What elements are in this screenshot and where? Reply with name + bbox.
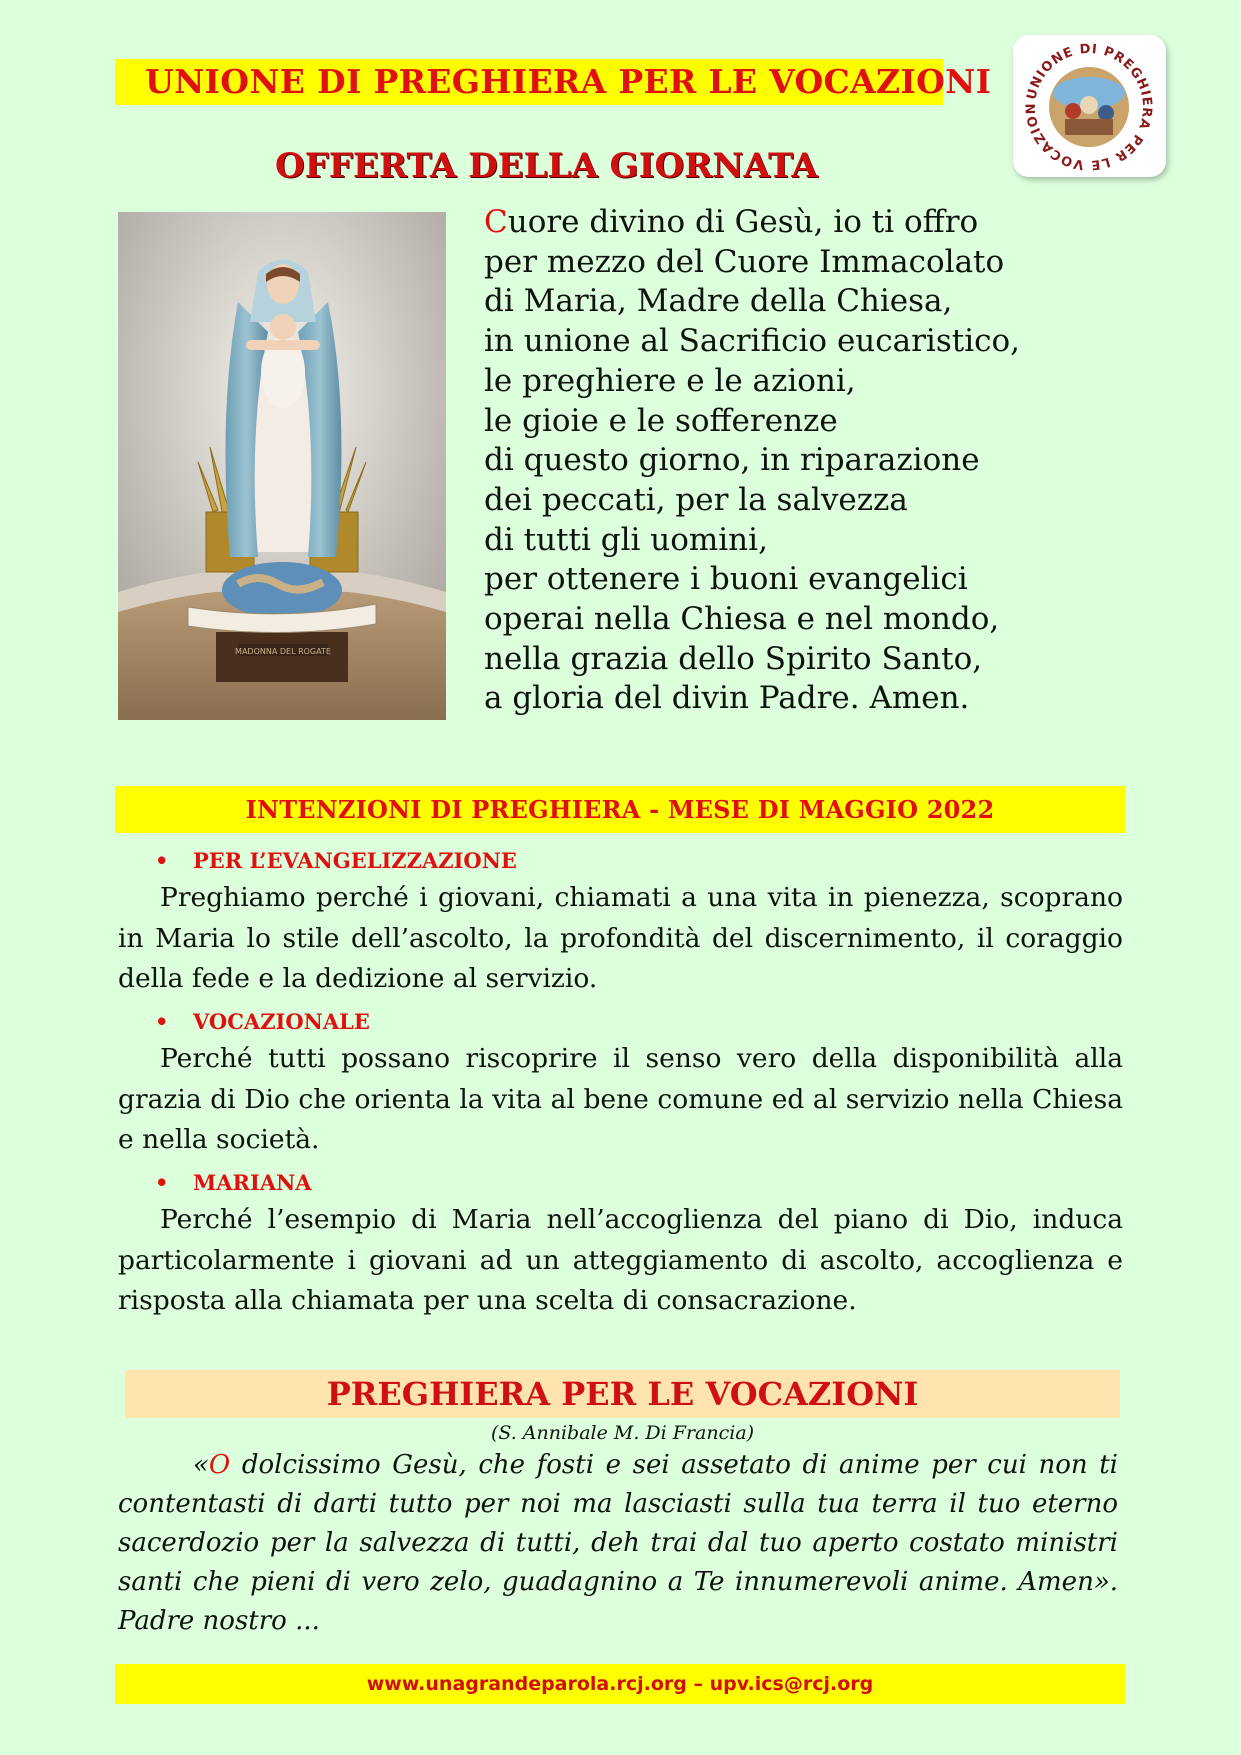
offerta-title: OFFERTA DELLA GIORNATA [275,146,818,186]
intention-text-mariana: Perché l’esempio di Maria nell’accoglienza del piano di Dio, induca particolarmente i giovani ad un atteggiamento di ascolto, accoglienza e risposta alla chiamata per una scelta di consacrazione. [118,1204,1123,1316]
footer-links[interactable]: www.unagrandeparola.rcj.org – upv.ics@rcj.org [366,1673,874,1695]
intention-text-evangelizzazione: Preghiamo perché i giovani, chiamati a una vita in pienezza, scoprano in Maria lo stile dell’ascolto, la profondità del discernimento, il coraggio della fede e la dedizione al servizio. [118,882,1123,994]
preghiera-body: dolcissimo Gesù, che fosti e sei assetato di anime per cui non ti contentasti di darti tutto per noi ma lasciasti sulla tua terra il tuo eterno sacerdozio per la salvezza di tutti, deh trai dal tuo aperto costato ministri santi che pieni di vero zelo, guadagnino a Te innumerevoli anime. Amen». Padre nostro ... [118,1450,1118,1636]
bullet-icon: • [155,1009,169,1034]
intentions-title: INTENZIONI DI PREGHIERA - MESE DI MAGGIO 2022 [245,795,995,824]
preghiera-drop-letter: O [208,1450,231,1480]
madonna-statue-image [118,212,446,720]
header-title: UNIONE DI PREGHIERA PER LE VOCAZIONI [145,62,992,101]
svg-text:UNIONE DI PREGHIERA PER LE VOC: UNIONE DI PREGHIERA PER LE VOCAZION [1023,41,1155,173]
intention-heading-evangelizzazione: • PER L’EVANGELIZZAZIONE [155,846,517,876]
preghiera-author: (S. Annibale M. Di Francia) [490,1422,755,1444]
bullet-icon: • [155,1170,169,1195]
offerta-prayer-body: uore divino di Gesù, io ti offro per mezzo del Cuore Immacolato di Maria, Madre della Chiesa, in unione al Sacrificio eucaristico, le preghiere e le azioni, le gioie e le sofferenze di questo giorno, in riparazione dei peccati, per la salvezza di tutti gli uomini, per ottenere i buoni evangelici operai nella Chiesa e nel mondo, nella grazia dello Spirito Santo, a gloria del divin Padre. Amen. [484,204,1020,717]
madonna-statue-photo [118,212,446,720]
union-logo [1013,35,1166,177]
preghiera-text [118,1446,1118,1641]
offerta-drop-letter: C [484,204,508,240]
open-quote: « [193,1450,209,1480]
preghiera-title: PREGHIERA PER LE VOCAZIONI [326,1375,919,1413]
bullet-icon: • [155,848,169,873]
svg-text:MADONNA DEL ROGATE: MADONNA DEL ROGATE [235,647,331,656]
intention-text-vocazionale: Perché tutti possano riscoprire il senso vero della disponibilità alla grazia di Dio che orienta la vita al bene comune ed al servizio nella Chiesa e nella società. [118,1043,1123,1155]
logo-emblem-icon [1013,35,1166,177]
intention-heading-vocazionale: • VOCAZIONALE [155,1007,370,1037]
offerta-prayer-text [484,203,1104,719]
intention-heading-mariana: • MARIANA [155,1168,312,1198]
